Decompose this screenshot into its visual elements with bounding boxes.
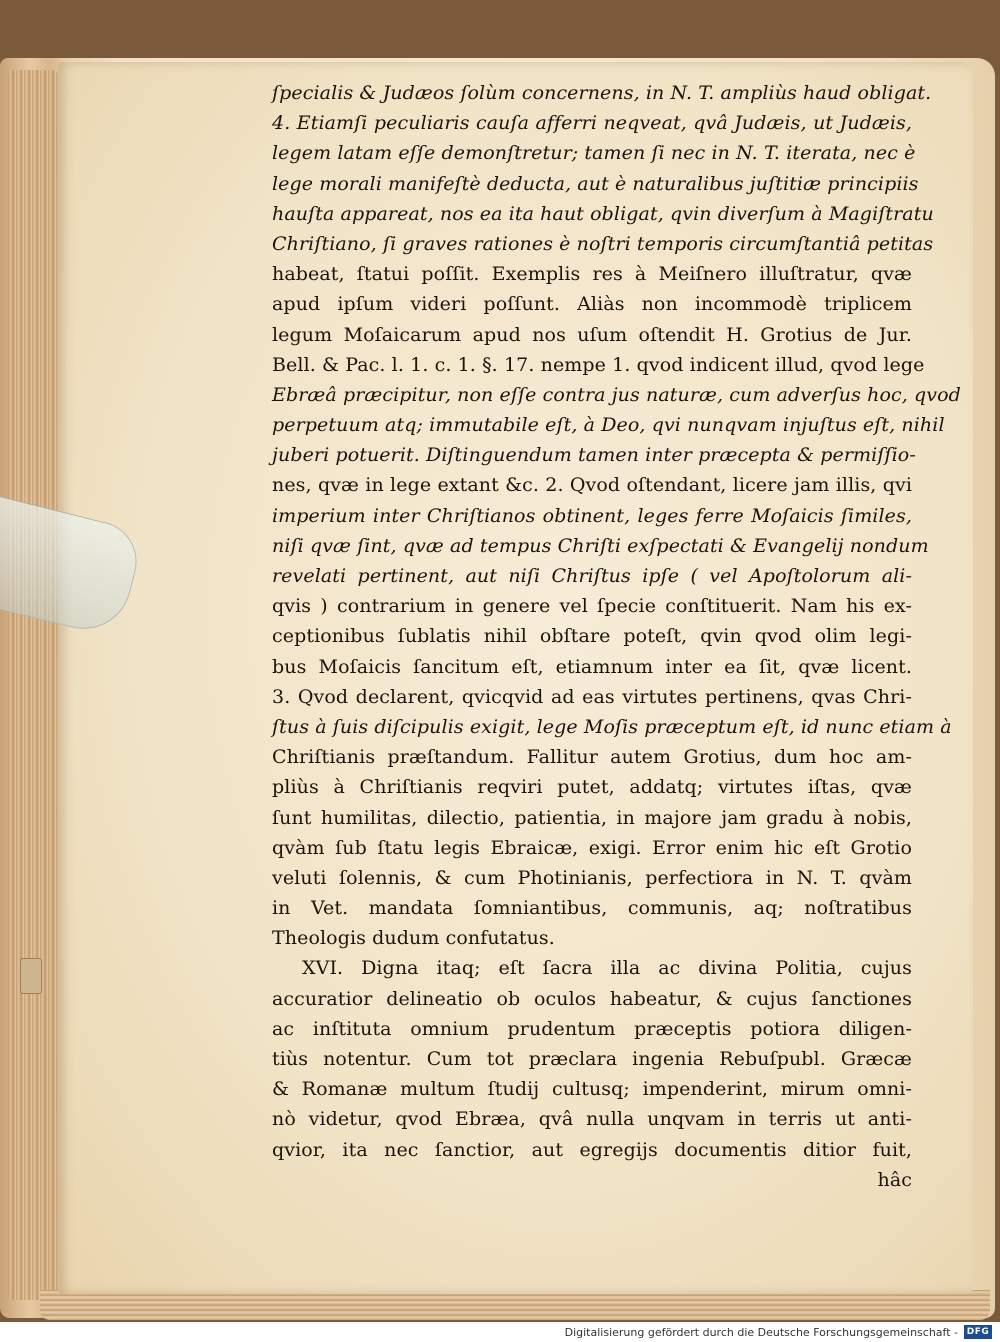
text-line: perpetuum atq; immutabile eſt, à Deo, qvi nunqvam injuſtus eſt, nihil <box>272 414 945 437</box>
text-line: hauſta appareat, nos ea ita haut obligat, qvin diverſum à Magiſtratu <box>272 202 934 225</box>
section-heading-line: XVI. Digna itaq; eſt ſacra illa ac divina Politia, cujus <box>302 957 912 980</box>
text-line: bus Moſaicis ſancitum eſt, etiamnum inter ea ſit, qvæ licent. <box>272 655 912 678</box>
page-edges-bottom <box>40 1290 990 1320</box>
text-line: juberi potuerit. Diſtinguendum tamen inter præcepta & permiſſio- <box>272 444 916 467</box>
funding-credit: Digitalisierung gefördert durch die Deutsche Forschungsgemeinschaft - <box>564 1325 958 1339</box>
text-line: qvis ) contrarium in genere vel ſpecie conſtituerit. Nam his ex- <box>272 595 912 618</box>
text-line: tiùs notentur. Cum tot præclara ingenia Rebuſpubl. Græcæ <box>272 1048 912 1070</box>
text-line: apud ipſum videri poſſunt. Aliàs non incommodè triplicem <box>272 293 912 316</box>
text-line: qvàm ſub ſtatu legis Ebraicæ, exigi. Error enim hic eſt Grotio <box>272 836 912 859</box>
text-line: Chriſtiano, ſi graves rationes è noſtri temporis circumſtantiâ petitas <box>272 232 934 255</box>
text-line: legem latam eſſe demonſtretur; tamen ſi nec in N. T. iterata, nec è <box>272 142 916 165</box>
text-line: lege morali manifeſtè deducta, aut è naturalibus juſtitiæ principiis <box>272 172 919 195</box>
text-line: ſunt humilitas, dilectio, patientia, in majore jam gradu à nobis, <box>272 806 912 829</box>
text-line: legum Moſaicarum apud nos uſum oſtendit H. Grotius de Jur. <box>272 323 912 346</box>
dfg-logo-icon: DFG <box>964 1325 992 1339</box>
text-line: 4. Etiamſi peculiaris cauſa afferri neqveat, qvâ Judæis, ut Judæis, <box>272 112 912 135</box>
text-line: accuratior delineatio ob oculos habeatur, & cujus ſanctiones <box>272 987 912 1010</box>
text-line: qvior, ita nec ſanctior, aut egregijs documentis ditior fuit, <box>272 1138 912 1161</box>
text-line: revelati pertinent, aut niſi Chriſtus ipſe ( vel Apoſtolorum ali- <box>272 565 912 587</box>
text-line: Chriſtianis præſtandum. Fallitur autem Grotius, dum hoc am- <box>272 746 912 769</box>
text-line: & Romanæ multum ſtudij cultusq; impenderint, mirum omni- <box>272 1078 912 1101</box>
text-line: Ebræâ præcipitur, non eſſe contra jus naturæ, cum adverſus hoc, qvod <box>272 383 961 406</box>
text-line: habeat, ſtatui poſſit. Exemplis res à Meiſnero illuſtratur, qvæ <box>272 263 912 286</box>
text-line: pliùs à Chriſtianis reqviri putet, addatq; virtutes iſtas, qvæ <box>272 776 912 799</box>
text-line: ſtus à ſuis diſcipulis exigit, lege Moſis præceptum eſt, id nunc etiam à <box>272 715 952 738</box>
text-line: imperium inter Chriſtianos obtinent, leges ferre Moſaicis ſimiles, <box>272 504 912 527</box>
text-line: Theologis dudum confutatus. <box>272 927 555 950</box>
page-edges-left <box>8 70 58 1300</box>
page-clip <box>20 958 42 994</box>
digitization-footer <box>0 1322 1000 1342</box>
text-line: Bell. & Pac. l. 1. c. 1. §. 17. nempe 1. qvod indicent illud, qvod lege <box>272 353 925 376</box>
text-line: veluti ſolennis, & cum Photinianis, perfectiora in N. T. qvàm <box>272 866 912 889</box>
text-line: nes, qvæ in lege extant &c. 2. Qvod oſtendant, licere jam illis, qvi <box>272 474 912 497</box>
text-line: ac inſtituta omnium prudentum præceptis potiora diligen- <box>272 1017 912 1040</box>
text-line: nò videtur, qvod Ebræa, qvâ nulla unqvam in terris ut anti- <box>272 1108 912 1131</box>
text-line: 3. Qvod declarent, qvicqvid ad eas virtutes pertinens, qvas Chri- <box>272 685 912 708</box>
text-line: ſpecialis & Judæos ſolùm concernens, in N. T. ampliùs haud obligat. <box>272 82 932 104</box>
catchword: hâc <box>877 1168 912 1191</box>
text-line: ceptionibus ſublatis nihil obſtare poteſt, qvin qvod olim legi- <box>272 625 912 648</box>
text-line: in Vet. mandata ſomniantibus, communis, aq; noſtratibus <box>272 897 912 920</box>
page-text <box>272 78 961 1195</box>
text-line: niſi qvæ ſint, qvæ ad tempus Chriſti exſpectati & Evangelij nondum <box>272 534 929 557</box>
